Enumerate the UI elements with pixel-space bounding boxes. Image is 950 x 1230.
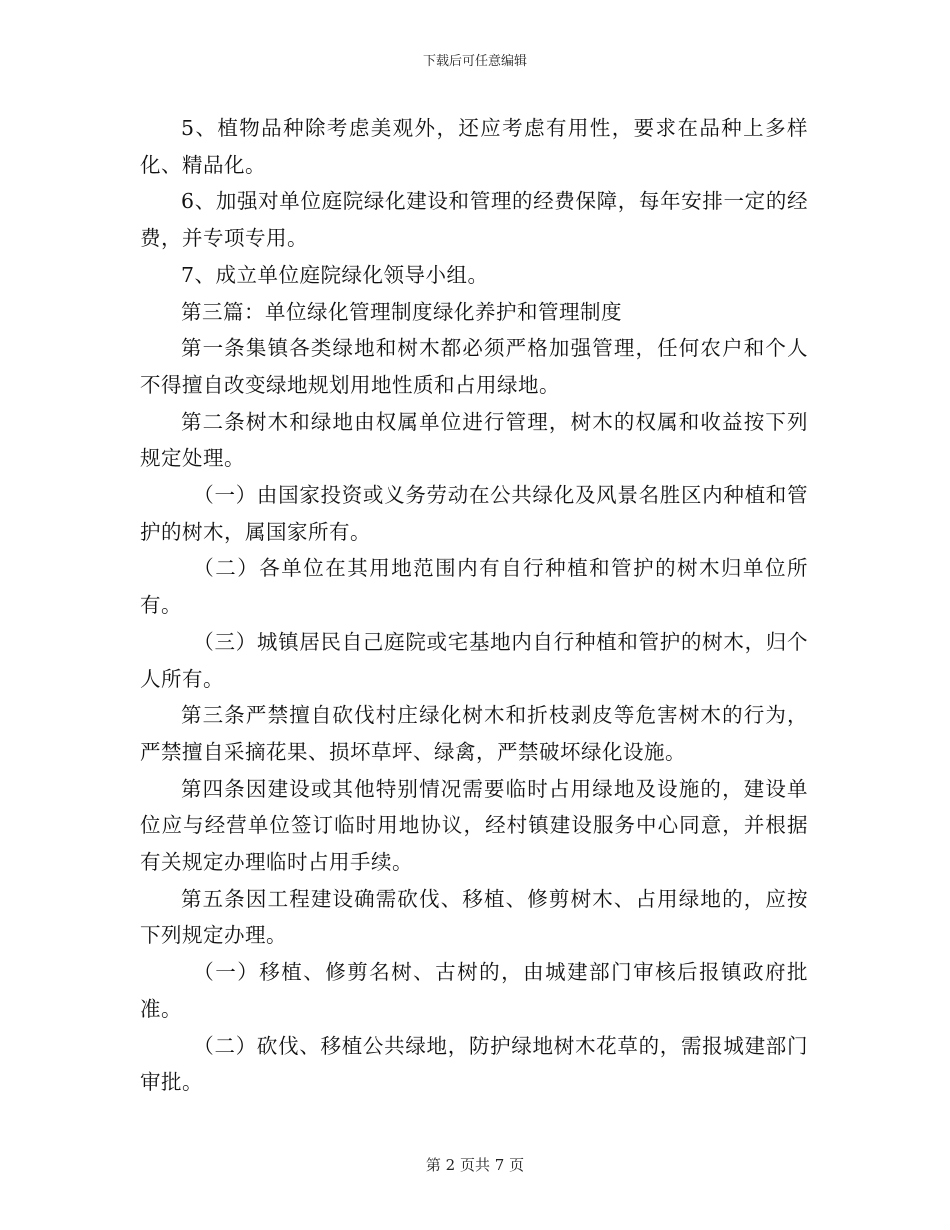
section-title: 第三篇：单位绿化管理制度绿化养护和管理制度	[181, 299, 622, 324]
paragraph-item-6: 6、加强对单位庭院绿化建设和管理的经费保障，每年安排一定的经费，并专项专用。	[140, 189, 808, 251]
page-header: 下载后可任意编辑	[422, 54, 527, 69]
article-2-clause-2: （二）各单位在其用地范围内有自行种植和管护的树木归单位所有。	[140, 556, 808, 618]
article-2-clause-3: （三）城镇居民自己庭院或宅基地内自行种植和管护的树木，归个人所有。	[140, 629, 808, 691]
article-5-clause-2: （二）砍伐、移植公共绿地，防护绿地树木花草的，需报城建部门审批。	[140, 1033, 808, 1095]
article-2-clause-1: （一）由国家投资或义务劳动在公共绿化及风景名胜区内种植和管护的树木，属国家所有。	[140, 483, 808, 544]
paragraph-item-7: 7、成立单位庭院绿化领导小组。	[181, 262, 489, 287]
paragraph-item-5: 5、植物品种除考虑美观外，还应考虑有用性，要求在品种上多样化、精品化。	[140, 116, 808, 177]
article-5-clause-1: （一）移植、修剪名树、古树的，由城建部门审核后报镇政府批准。	[140, 960, 808, 1021]
article-1: 第一条集镇各类绿地和树木都必须严格加强管理，任何农户和个人不得擅自改变绿地规划用地性质和占用绿地。	[140, 336, 808, 397]
article-2: 第二条树木和绿地由权属单位进行管理，树木的权属和收益按下列规定处理。	[140, 409, 808, 471]
page-number: 第 2 页共 7 页	[425, 1156, 525, 1174]
document-body	[140, 110, 808, 1101]
article-4: 第四条因建设或其他特别情况需要临时占用绿地及设施的，建设单位应与经营单位签订临时用地协议，经村镇建设服务中心同意，并根据有关规定办理临时占用手续。	[140, 776, 808, 875]
article-5: 第五条因工程建设确需砍伐、移植、修剪树木、占用绿地的，应按下列规定办理。	[140, 886, 808, 948]
article-3: 第三条严禁擅自砍伐村庄绿化树木和折枝剥皮等危害树木的行为，严禁擅自采摘花果、损坏草坪、绿禽，严禁破坏绿化设施。	[140, 703, 808, 764]
